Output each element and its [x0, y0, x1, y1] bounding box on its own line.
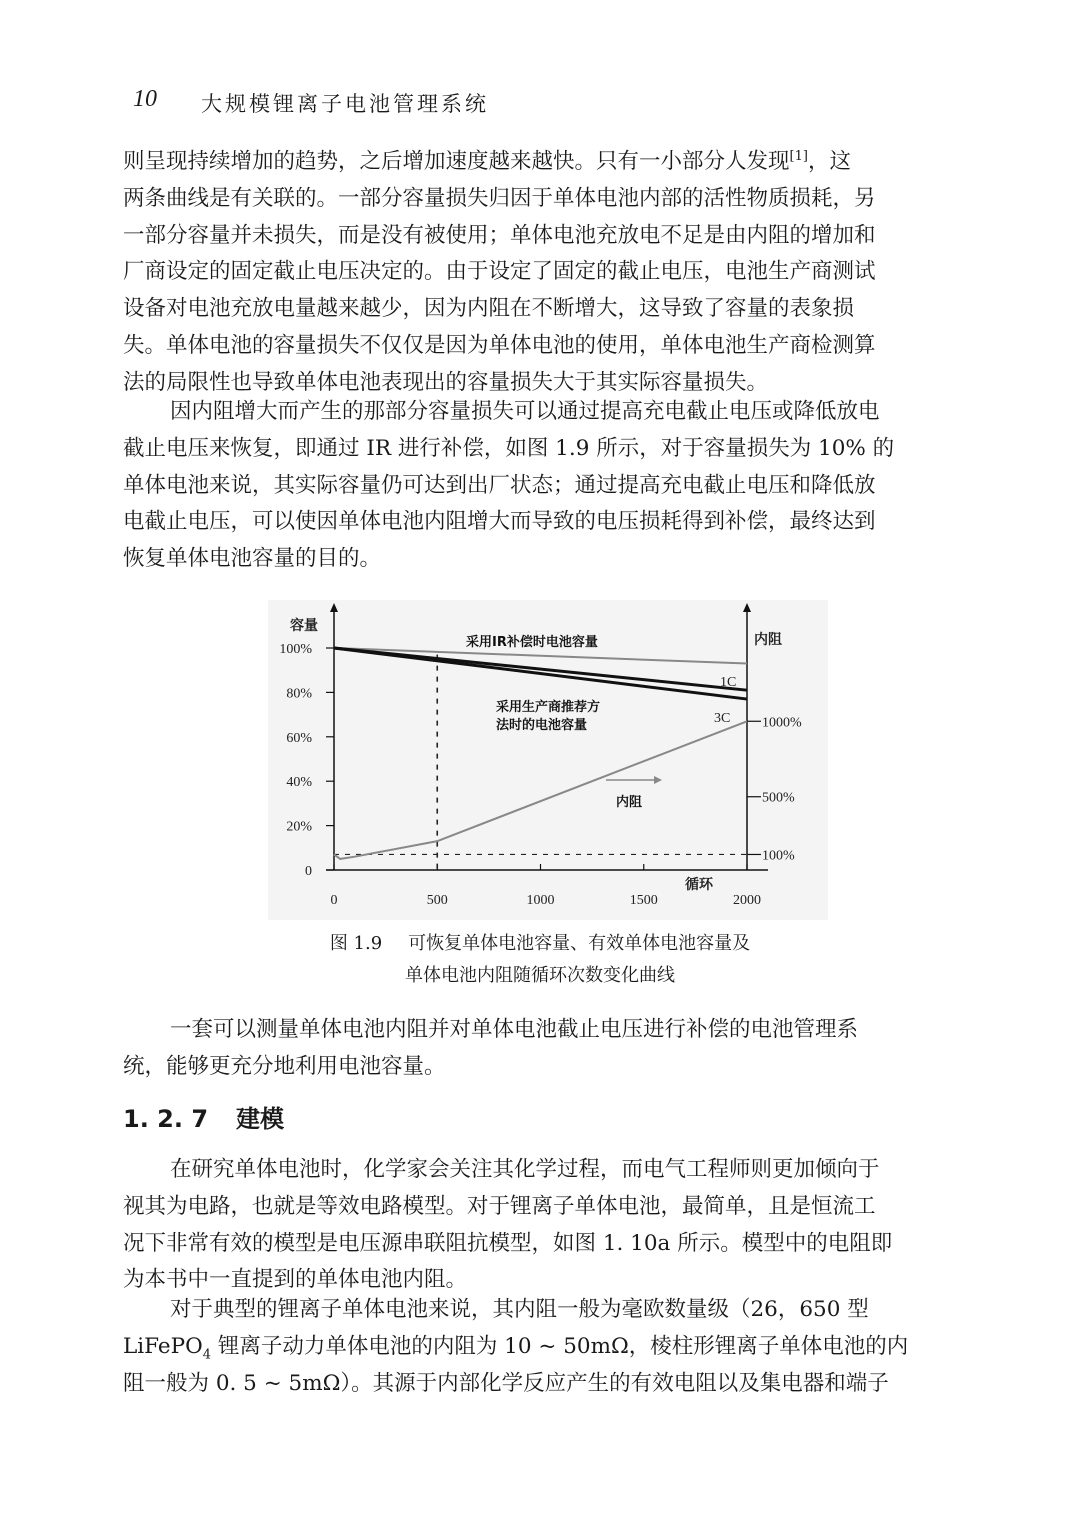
text-line: 设备对电池充放电量越来越少，因为内阻在不断增大，这导致了容量的表象损 — [123, 296, 855, 322]
y-right-tick-label: 1000% — [762, 715, 802, 731]
section-number: 1. 2. 7 — [123, 1105, 209, 1133]
label-3c: 3C — [714, 711, 731, 726]
text-line: 恢复单体电池容量的目的。 — [123, 546, 382, 572]
text-line: 为本书中一直提到的单体电池内阻。 — [123, 1267, 468, 1293]
paragraph-4 — [123, 1152, 955, 1299]
y-left-tick-label: 80% — [286, 686, 312, 702]
text-line: LiFePO$_4$ 锂离子动力单体电池的内阻为 10 ~ 50mΩ，棱柱形锂离子单体电池的内 — [123, 1333, 909, 1363]
figure-number: 图 1.9 — [329, 933, 383, 954]
section-title: 建模 — [236, 1105, 285, 1133]
text-line: 厂商设定的固定截止电压决定的。由于设定了固定的截止电压，电池生产商测试 — [123, 259, 876, 285]
text-line: 况下非常有效的模型是电压源串联阻抗模型，如图 1. 10a 所示。模型中的电阻即 — [123, 1230, 893, 1256]
y-right-axis-label: 内阻 — [754, 632, 782, 648]
ir-comp-label: 采用IR补偿时电池容量 — [466, 635, 598, 650]
paragraph-5 — [123, 1292, 955, 1402]
text-line: 一套可以测量单体电池内阻并对单体电池截止电压进行补偿的电池管理系 — [170, 1017, 859, 1042]
figure-caption-line2: 单体电池内阻随循环次数变化曲线 — [405, 965, 675, 986]
text-line: 一部分容量并未损失，而是没有被使用；单体电池充放电不足是由内阻的增加和 — [123, 222, 876, 248]
paragraph-3 — [123, 1012, 955, 1086]
figure-caption-text: 可恢复单体电池容量、有效单体电池容量及 — [408, 933, 751, 954]
mfr-label-line1: 采用生产商推荐方 — [496, 700, 601, 715]
text-line: 因内阻增大而产生的那部分容量损失可以通过提高充电截止电压或降低放电 — [170, 399, 880, 424]
page-number: 10 — [133, 86, 157, 112]
citation-ref[interactable]: [1] — [789, 148, 808, 164]
y-right-tick-label: 100% — [762, 848, 795, 864]
text-line: 两条曲线是有关联的。一部分容量损失归因于单体电池内部的活性物质损耗，另 — [123, 185, 876, 211]
text-line: 法的局限性也导致单体电池表现出的容量损失大于其实际容量损失。 — [123, 369, 769, 395]
text-line: 在研究单体电池时，化学家会关注其化学过程，而电气工程师则更加倾向于 — [170, 1157, 880, 1182]
text-line: 视其为电路，也就是等效电路模型。对于锂离子单体电池，最简单，且是恒流工 — [123, 1193, 876, 1219]
y-left-tick-label: 20% — [286, 819, 312, 835]
x-axis-label: 循环 — [685, 877, 713, 893]
label-1c: 1C — [720, 675, 737, 690]
x-tick-label: 500 — [426, 893, 448, 908]
text-line: 截止电压来恢复，即通过 IR 进行补偿，如图 1.9 所示，对于容量损失为 10% 的 — [123, 435, 895, 461]
text-line: 则呈现持续增加的趋势，之后增加速度越来越快。只有一小部分人发现[1]，这 — [123, 148, 851, 174]
text-line: 对于典型的锂离子单体电池来说，其内阻一般为毫欧数量级（26，650 型 — [170, 1297, 869, 1322]
figure-1-9 — [268, 600, 828, 920]
text-line: 电截止电压，可以使因单体电池内阻增大而导致的电压损耗得到补偿，最终达到 — [123, 509, 876, 535]
text-line: 失。单体电池的容量损失不仅仅是因为单体电池的使用，单体电池生产商检测算 — [123, 332, 876, 358]
x-tick-label: 2000 — [733, 893, 761, 908]
book-title: 大规模锂离子电池管理系统 — [201, 92, 489, 116]
y-left-tick-label: 100% — [279, 642, 312, 657]
text-line: 统，能够更充分地利用电池容量。 — [123, 1053, 446, 1079]
running-header — [133, 86, 953, 120]
x-tick-label: 0 — [330, 893, 338, 908]
y-left-tick-label: 0 — [305, 864, 312, 879]
x-tick-label: 1000 — [526, 893, 555, 908]
y-left-axis-label: 容量 — [290, 618, 318, 634]
paragraph-1 — [123, 144, 955, 402]
section-heading — [123, 1099, 284, 1134]
y-left-tick-label: 40% — [286, 775, 312, 791]
paragraph-2 — [123, 394, 955, 578]
mfr-label-line2: 法时的电池容量 — [496, 718, 588, 733]
x-tick-label: 1500 — [629, 893, 658, 908]
figure-caption-line1 — [0, 929, 1080, 955]
capacity-ir-chart — [268, 600, 828, 920]
text-line: 阻一般为 0. 5 ~ 5mΩ）。其源于内部化学反应产生的有效电阻以及集电器和端子 — [123, 1370, 889, 1396]
text-line: 单体电池来说，其实际容量仍可达到出厂状态；通过提高充电截止电压和降低放 — [123, 472, 876, 498]
y-right-tick-label: 500% — [762, 790, 795, 806]
y-left-tick-label: 60% — [286, 730, 312, 746]
ir-label: 内阻 — [616, 795, 643, 810]
